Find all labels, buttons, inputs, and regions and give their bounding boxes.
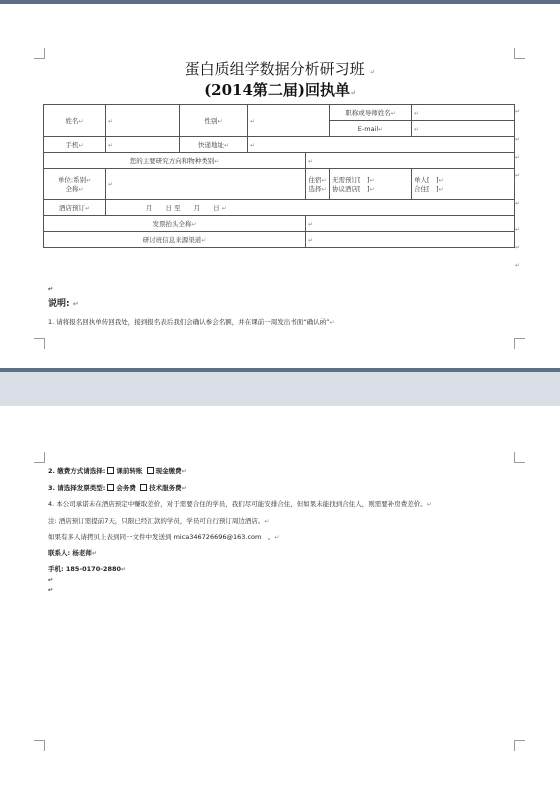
contact-person: 联系人: 杨老师↵ <box>48 549 97 557</box>
name-input-cell[interactable]: ↵ <box>106 105 180 137</box>
paragraph-mark: ↵ <box>48 576 54 584</box>
source-input-cell[interactable]: ↵ <box>306 232 515 248</box>
address-label-cell: 快递地址↵ <box>180 137 248 153</box>
document-subtitle: (2014第二届)回执单↵ <box>204 81 356 99</box>
unit-input-cell[interactable]: ↵ <box>106 169 306 200</box>
unit-label-cell: 单位:系别↵ 全称↵ <box>44 169 106 200</box>
margin-corner-mark <box>514 338 525 349</box>
checkbox-cash[interactable] <box>147 467 154 474</box>
note-hotel: 注: 酒店预订需提前7天，只限已经汇款的学员，学员可自行预订周边酒店。↵ <box>48 517 270 525</box>
row-end-mark: ↵ <box>515 108 521 115</box>
margin-corner-mark <box>514 452 525 463</box>
page-break-gap <box>0 368 560 406</box>
title-input-cell[interactable]: ↵ <box>412 105 515 121</box>
gender-label-cell: 性别↵ <box>180 105 248 137</box>
email-input-cell[interactable]: ↵ <box>412 121 515 137</box>
margin-corner-mark <box>34 452 45 463</box>
stay-options-cell[interactable]: 无需预订[ ]↵ 协议酒店[ ]↵ <box>330 169 412 200</box>
note-email: 如果有多人请拷贝上表到同一文件中发送到 mica346726696@163.com 。↵ <box>48 533 280 541</box>
row-end-mark: ↵ <box>515 262 521 269</box>
title-label-cell: 职称或导师姓名↵ <box>330 105 412 121</box>
room-options-cell[interactable]: 单人[ ]↵ 合住[ ]↵ <box>412 169 515 200</box>
note-item-2: 2. 缴费方式请选择: 课前转账 现金缴费↵ <box>48 467 187 475</box>
row-end-mark: ↵ <box>515 136 521 143</box>
row-end-mark: ↵ <box>515 200 521 207</box>
source-label-cell: 研讨班信息来源渠道↵ <box>44 232 306 248</box>
address-input-cell[interactable]: ↵ <box>248 137 515 153</box>
row-end-mark: ↵ <box>515 226 521 233</box>
margin-corner-mark <box>34 740 45 751</box>
note-item-3: 3. 请选择发票类型: 会务费 技术服务费↵ <box>48 484 187 492</box>
checkbox-conference-fee[interactable] <box>107 484 114 491</box>
margin-corner-mark <box>34 338 45 349</box>
note-item-1: 1. 请将报名回执单传回我处，接到报名表后我们会确认参会名额，并在课前一周发出书面“确认函”↵ <box>48 318 335 326</box>
research-input-cell[interactable]: ↵ <box>306 153 515 169</box>
checkbox-transfer[interactable] <box>107 467 114 474</box>
row-end-mark: ↵ <box>515 154 521 161</box>
invoice-input-cell[interactable]: ↵ <box>306 216 515 232</box>
research-label-cell: 您的主要研究方向和物种类别↵ <box>44 153 306 169</box>
row-end-mark: ↵ <box>515 172 521 179</box>
notes-heading: 说明: ↵ <box>48 299 79 309</box>
note-item-4: 4. 本公司承诺未在酒店预定中赚取差价，对于需要合住的学员，我们尽可能安排合住，但如果未能找到合住人，则需要补房费差价。↵ <box>48 500 432 508</box>
invoice-label-cell: 发票抬头全称↵ <box>44 216 306 232</box>
margin-corner-mark <box>514 740 525 751</box>
checkbox-tech-service-fee[interactable] <box>140 484 147 491</box>
row-end-mark: ↵ <box>515 244 521 251</box>
hotel-dates-cell[interactable]: 月 日 至 月 日 ↵ <box>106 200 515 216</box>
name-label-cell: 姓名↵ <box>44 105 106 137</box>
paragraph-mark: ↵ <box>48 586 54 594</box>
hotel-label-cell: 酒店预订↵ <box>44 200 106 216</box>
contact-phone: 手机: 185-0170-2880↵ <box>48 565 127 573</box>
gender-input-cell[interactable]: ↵ <box>248 105 330 137</box>
paragraph-mark: ↵ <box>48 285 54 293</box>
stay-label-cell: 住宿↵ 选择↵ <box>306 169 330 200</box>
document-title: 蛋白质组学数据分析研习班 ↵ <box>184 60 376 78</box>
phone-label-cell: 手机↵ <box>44 137 106 153</box>
email-label-cell: E-mail↵ <box>330 121 412 137</box>
registration-form-table <box>43 104 515 248</box>
phone-input-cell[interactable]: ↵ <box>106 137 180 153</box>
